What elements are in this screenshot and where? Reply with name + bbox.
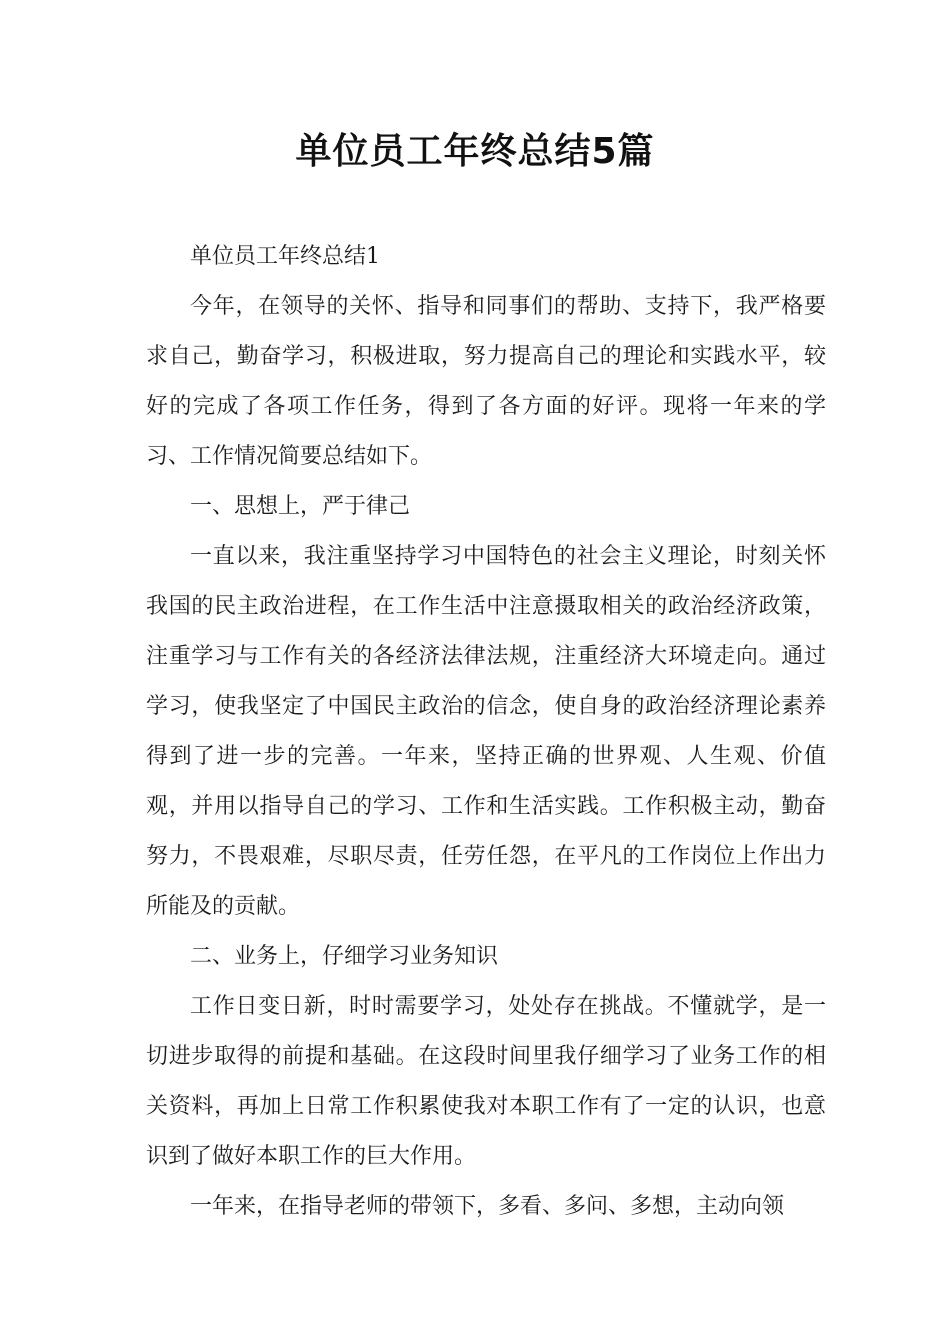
document-title: 单位员工年终总结5篇 <box>295 131 655 172</box>
section-heading: 一、思想上，严于律己 <box>190 494 411 519</box>
section-heading: 二、业务上，仔细学习业务知识 <box>190 944 499 969</box>
body-paragraph: 工作日变日新，时时需要学习，处处存在挑战。不懂就学，是一切进步取得的前提和基础。在这段时间里我仔细学习了业务工作的相关资料，再加上日常工作积累使我对本职工作有了一定的认识，也意识到了做好本职工作的巨大作用。 <box>146 994 826 1169</box>
document-body <box>146 232 826 1232</box>
body-paragraph: 一年来，在指导老师的带领下，多看、多问、多想，主动向领 <box>190 1194 785 1219</box>
body-paragraph: 一直以来，我注重坚持学习中国特色的社会主义理论，时刻关怀我国的民主政治进程，在工作生活中注意摄取相关的政治经济政策，注重学习与工作有关的各经济法律法规，注重经济大环境走向。通过学习，使我坚定了中国民主政治的信念，使自身的政治经济理论素养得到了进一步的完善。一年来，坚持正确的世界观、人生观、价值观，并用以指导自己的学习、工作和生活实践。工作积极主动，勤奋努力，不畏艰难，尽职尽责，任劳任怨，在平凡的工作岗位上作出力所能及的贡献。 <box>146 544 826 919</box>
section-heading: 单位员工年终总结1 <box>190 244 380 269</box>
intro-paragraph: 今年，在领导的关怀、指导和同事们的帮助、支持下，我严格要求自己，勤奋学习，积极进取，努力提高自己的理论和实践水平，较好的完成了各项工作任务，得到了各方面的好评。现将一年来的学习、工作情况简要总结如下。 <box>146 294 826 469</box>
